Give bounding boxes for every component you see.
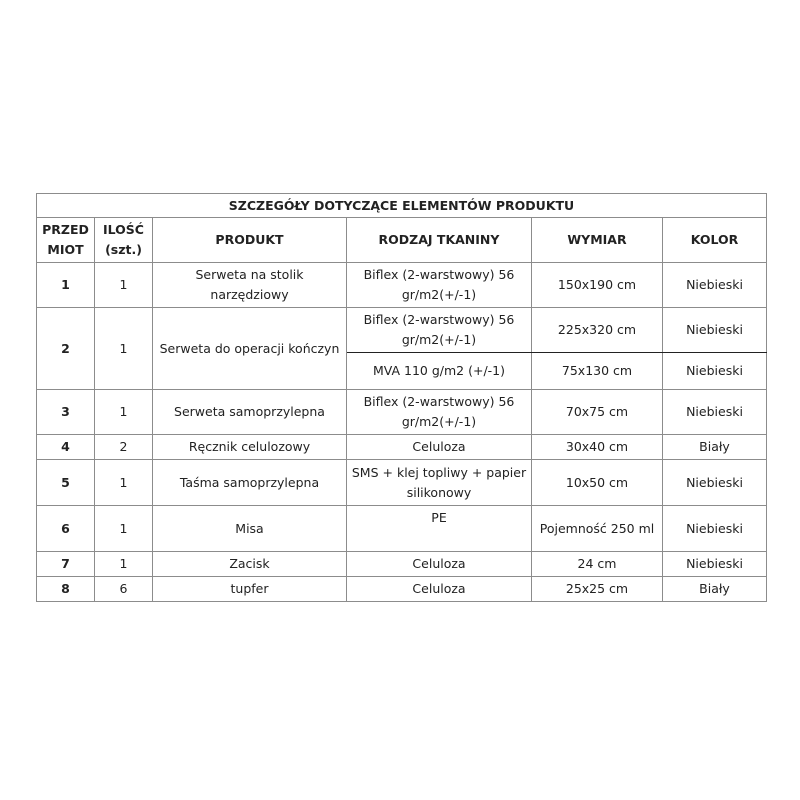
cell-color: Biały [663, 577, 767, 602]
header-size: WYMIAR [532, 218, 663, 263]
cell-fabric: PE [347, 506, 532, 552]
cell-size: 70x75 cm [532, 390, 663, 435]
cell-item: 5 [37, 460, 95, 506]
cell-product: Ręcznik celulozowy [153, 435, 347, 460]
cell-color: Niebieski [663, 390, 767, 435]
cell-size: 150x190 cm [532, 263, 663, 308]
cell-color: Niebieski [663, 460, 767, 506]
table-row [37, 577, 767, 602]
table-title: SZCZEGÓŁY DOTYCZĄCE ELEMENTÓW PRODUKTU [37, 194, 767, 218]
cell-product: tupfer [153, 577, 347, 602]
cell-product: Serweta do operacji kończyn [153, 308, 347, 390]
cell-qty: 2 [95, 435, 153, 460]
cell-size: 10x50 cm [532, 460, 663, 506]
cell-fabric: Biflex (2-warstwowy) 56 gr/m2(+/-1) [347, 390, 532, 435]
table-row [37, 308, 767, 353]
cell-size: Pojemność 250 ml [532, 506, 663, 552]
cell-fabric: Celuloza [347, 435, 532, 460]
cell-qty: 1 [95, 460, 153, 506]
cell-product: Misa [153, 506, 347, 552]
cell-product: Zacisk [153, 552, 347, 577]
cell-size: 30x40 cm [532, 435, 663, 460]
product-elements-table [36, 193, 767, 602]
table-row [37, 460, 767, 506]
cell-size: 25x25 cm [532, 577, 663, 602]
header-qty-line1: ILOŚĆ [103, 222, 144, 237]
table-row [37, 435, 767, 460]
cell-color: Biały [663, 435, 767, 460]
cell-fabric: Celuloza [347, 577, 532, 602]
cell-qty: 1 [95, 390, 153, 435]
cell-size: 225x320 cm [532, 308, 663, 353]
cell-qty: 1 [95, 506, 153, 552]
cell-product: Taśma samoprzylepna [153, 460, 347, 506]
header-qty-line2: (szt.) [105, 242, 142, 257]
header-item-line1: PRZED [42, 222, 89, 237]
cell-fabric: SMS + klej topliwy + papier silikonowy [347, 460, 532, 506]
header-item-line2: MIOT [47, 242, 84, 257]
cell-fabric-secondary: MVA 110 g/m2 (+/-1) [347, 353, 532, 390]
cell-color: Niebieski [663, 552, 767, 577]
cell-item: 2 [37, 308, 95, 390]
cell-fabric: Biflex (2-warstwowy) 56 gr/m2(+/-1) [347, 263, 532, 308]
cell-qty: 1 [95, 552, 153, 577]
header-product: PRODUKT [153, 218, 347, 263]
header-item [37, 218, 95, 263]
cell-color-secondary: Niebieski [663, 353, 767, 390]
cell-item: 6 [37, 506, 95, 552]
cell-item: 7 [37, 552, 95, 577]
cell-fabric: Biflex (2-warstwowy) 56 gr/m2(+/-1) [347, 308, 532, 353]
table-row [37, 263, 767, 308]
cell-size: 24 cm [532, 552, 663, 577]
cell-color: Niebieski [663, 308, 767, 353]
cell-item: 8 [37, 577, 95, 602]
cell-fabric: Celuloza [347, 552, 532, 577]
cell-item: 3 [37, 390, 95, 435]
cell-qty: 1 [95, 263, 153, 308]
cell-product: Serweta samoprzylepna [153, 390, 347, 435]
cell-item: 1 [37, 263, 95, 308]
table-row [37, 390, 767, 435]
cell-qty: 1 [95, 308, 153, 390]
header-color: KOLOR [663, 218, 767, 263]
cell-qty: 6 [95, 577, 153, 602]
cell-color: Niebieski [663, 263, 767, 308]
table-row [37, 552, 767, 577]
table-row [37, 506, 767, 552]
cell-item: 4 [37, 435, 95, 460]
cell-color: Niebieski [663, 506, 767, 552]
header-fabric: RODZAJ TKANINY [347, 218, 532, 263]
cell-size-secondary: 75x130 cm [532, 353, 663, 390]
cell-product: Serweta na stolik narzędziowy [153, 263, 347, 308]
header-qty [95, 218, 153, 263]
